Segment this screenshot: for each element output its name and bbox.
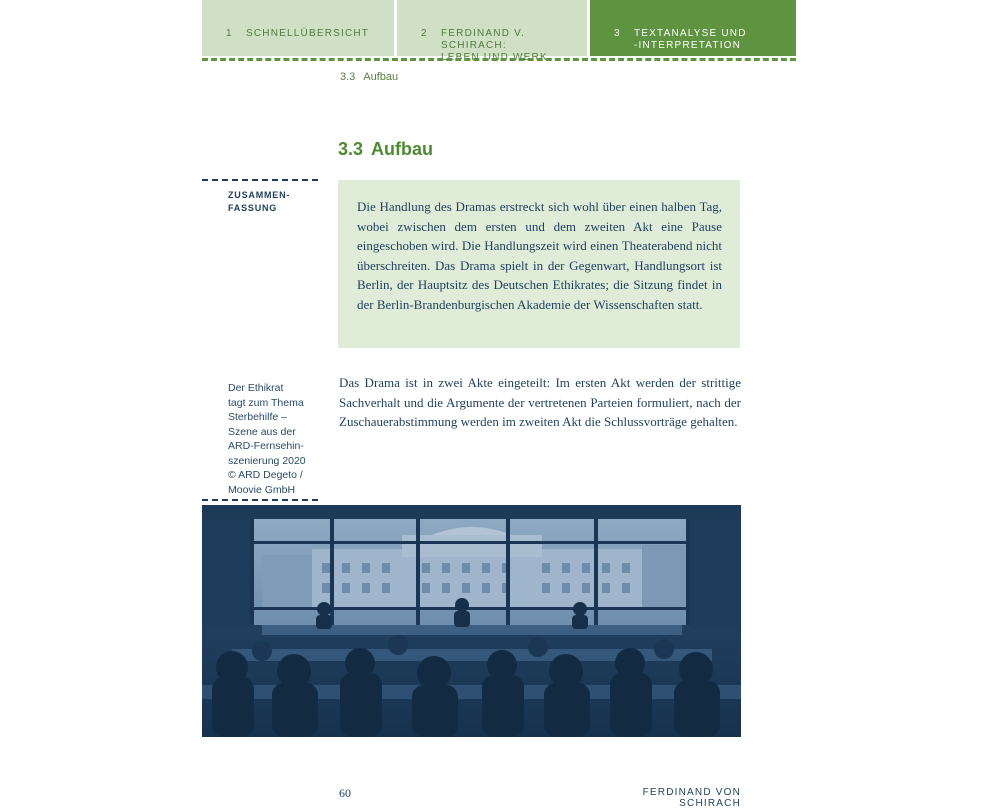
tab-label-line: TEXTANALYSE UND [634, 28, 747, 39]
running-head-title: Aufbau [363, 71, 399, 83]
summary-box [338, 180, 740, 348]
tab-label [634, 28, 747, 52]
page-number: 60 [339, 786, 351, 800]
tab-label: SCHNELLÜBERSICHT [246, 28, 370, 39]
section-number: 3.3 [338, 139, 364, 159]
margin-divider-bottom [202, 499, 318, 501]
tab-number: 1 [226, 28, 233, 39]
caption-line: Sterbehilfe – [228, 411, 287, 423]
tab-leben-und-werk[interactable] [397, 0, 587, 63]
caption-line: Moovie GmbH [228, 483, 296, 496]
caption-line: Szene aus der [228, 425, 296, 438]
running-head [340, 71, 398, 83]
body-paragraph: Das Drama ist in zwei Akte eingeteilt: Im ersten Akt werden der strittige Sachverhalt und die Argumente der vertretenen Parteien formuliert, nach der Zuschauerabstimmung werden im zweiten Akt die Schlussvorträge gehalten. [339, 375, 741, 429]
section-heading [338, 139, 433, 160]
tab-textanalyse-active[interactable] [590, 0, 796, 56]
footer-book-title: FERDINAND VON SCHIRACH [642, 787, 741, 809]
tab-label-line: FERDINAND V. SCHIRACH: [441, 28, 526, 51]
running-head-number: 3.3 [340, 71, 356, 83]
photo-caption [228, 381, 320, 497]
caption-line: Der Ethikrat [228, 382, 284, 394]
tab-number: 3 [614, 28, 621, 39]
ethikrat-scene-photo [202, 505, 741, 737]
summary-text: Die Handlung des Dramas erstreckt sich wohl über einen halben Tag, wobei zwischen dem ersten und dem zweiten Akt eine Pause eingeschoben wird. Die Handlungszeit wird einen Theaterabend nicht überschreiten. Das Drama spielt in der Gegenwart, Handlungsort ist Berlin, der Hauptsitz des Deutschen Ethikrates; die Sitzung findet in der Berlin-Brandenburgischen Akademie der Wissenschaften statt. [357, 199, 722, 312]
tab-label-line: LEBEN UND WERK [441, 52, 548, 63]
caption-line: tagt zum Thema [228, 396, 304, 409]
margin-divider-top [202, 179, 318, 181]
caption-line: szenierung 2020 [228, 454, 306, 467]
margin-label-line: ZUSAMMEN- [228, 190, 291, 200]
section-title: Aufbau [371, 139, 434, 159]
caption-line: © ARD Degeto / [228, 469, 303, 481]
photo-illustration [202, 505, 741, 737]
caption-line: ARD-Fernsehin- [228, 440, 304, 452]
summary-margin-label [228, 189, 318, 215]
margin-label-line: FASSUNG [228, 203, 278, 213]
tab-number: 2 [421, 28, 428, 39]
header-divider [202, 58, 796, 61]
tab-label-line: -INTERPRETATION [634, 40, 742, 51]
tab-schnelluebersicht[interactable] [202, 0, 394, 56]
